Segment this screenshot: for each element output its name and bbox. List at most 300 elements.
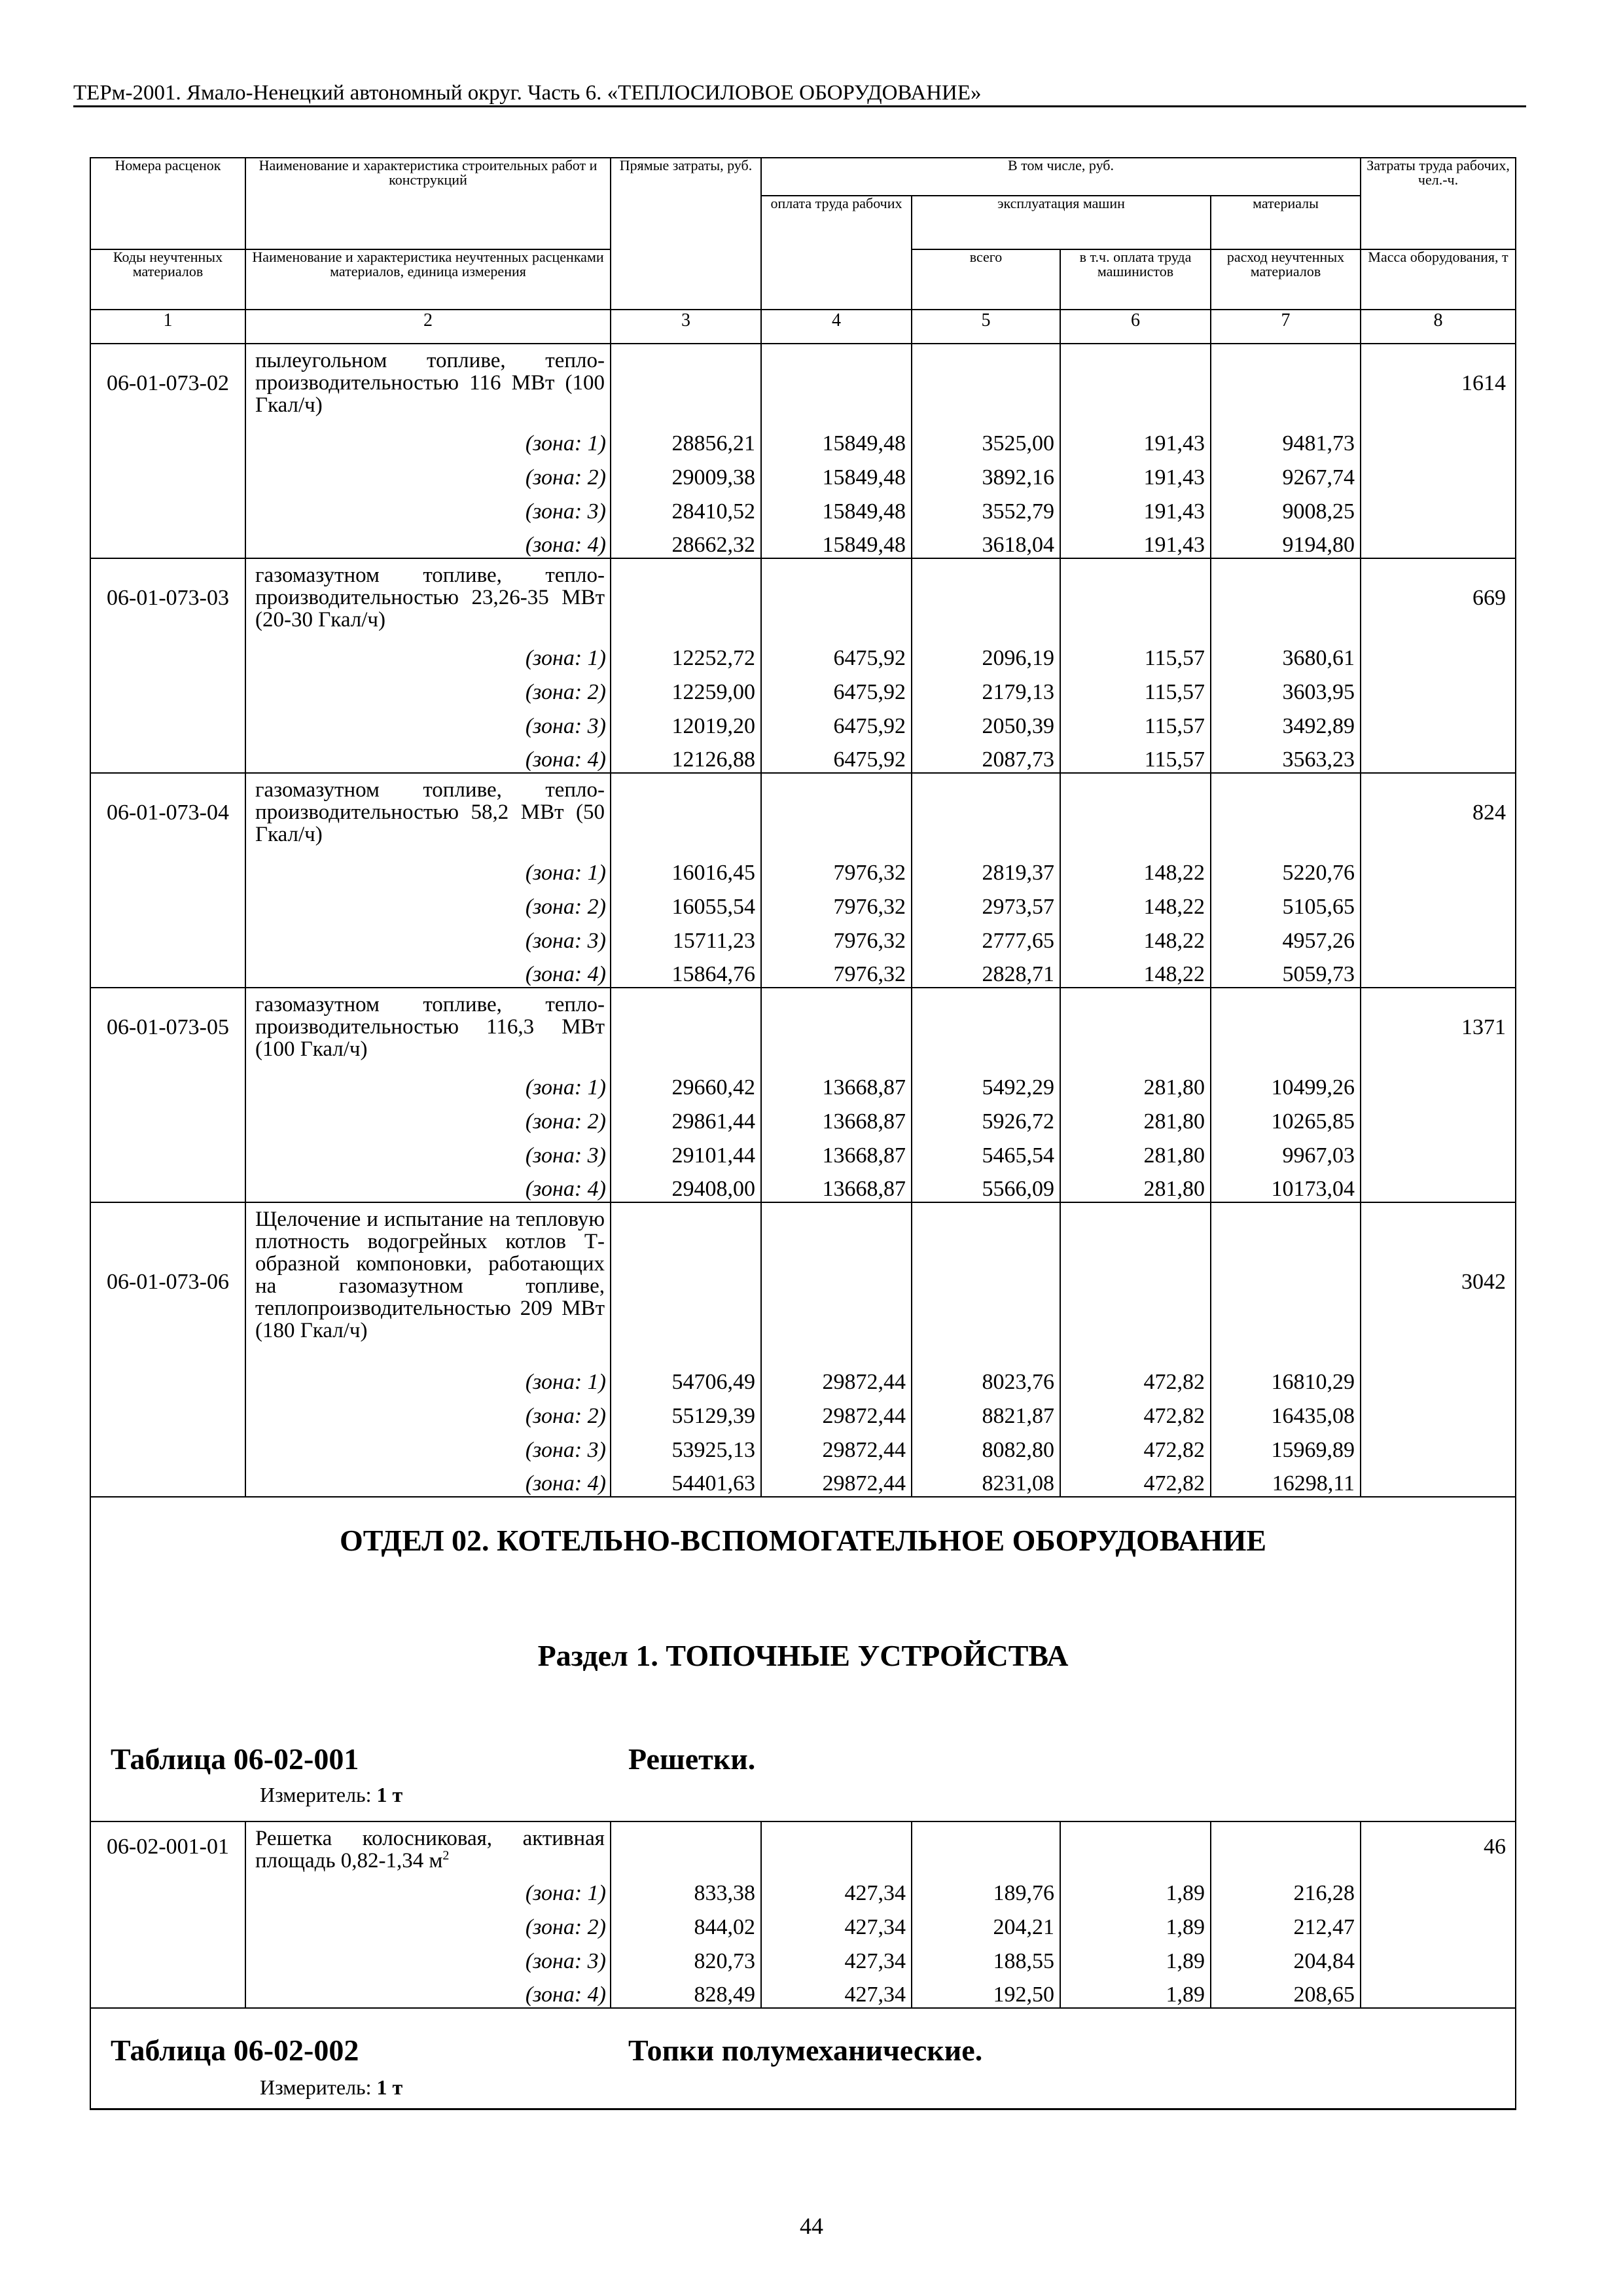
empty-cell (90, 1100, 245, 1134)
empty-cell (1361, 886, 1516, 920)
direct-cost: 12252,72 (611, 637, 761, 671)
wages-cost: 29872,44 (761, 1395, 912, 1429)
machinist-wages: 191,43 (1060, 456, 1211, 490)
machinist-wages: 1,89 (1060, 1872, 1211, 1906)
direct-cost: 29009,38 (611, 456, 761, 490)
rate-code: 06-01-073-02 (90, 344, 245, 422)
materials-cost: 9481,73 (1211, 422, 1361, 456)
machines-cost: 5926,72 (912, 1100, 1060, 1134)
zone-label: (зона: 2) (245, 456, 611, 490)
zone-row (90, 1463, 1516, 1497)
col-index: 3 (611, 310, 761, 344)
zone-label: (зона: 4) (245, 1974, 611, 2008)
empty-cell (1060, 988, 1211, 1066)
empty-cell (90, 1872, 245, 1906)
empty-cell (90, 456, 245, 490)
empty-cell (90, 1168, 245, 1202)
subsection-title: Раздел 1. ТОПОЧНЫЕ УСТРОЙСТВА (537, 1639, 1069, 1672)
zone-row (90, 1906, 1516, 1940)
materials-cost: 5059,73 (1211, 954, 1361, 988)
unit-line (260, 2074, 402, 2100)
wages-cost: 427,34 (761, 1940, 912, 1974)
rate-description: Щелочение и испытание на тепловую плотность водогрейных котлов Т-образной компоновки, работающих на газомазутном топливе, теплопроизводительностью 209 МВт (180 Гкал/ч) (245, 1202, 611, 1361)
empty-cell (90, 705, 245, 739)
col-index: 1 (90, 310, 245, 344)
wages-cost: 6475,92 (761, 637, 912, 671)
next-table-block (90, 2008, 1516, 2109)
empty-cell (912, 1821, 1060, 1872)
direct-cost: 28410,52 (611, 490, 761, 524)
unit-label: Измеритель: (260, 2075, 372, 2099)
wages-cost: 29872,44 (761, 1361, 912, 1395)
direct-cost: 12019,20 (611, 705, 761, 739)
empty-cell (90, 1066, 245, 1100)
item-row (90, 1821, 1516, 1872)
zone-row (90, 1066, 1516, 1100)
zone-label: (зона: 4) (245, 1168, 611, 1202)
materials-cost: 3563,23 (1211, 739, 1361, 773)
table-description: Топки полумеханические. (628, 2034, 983, 2067)
machinist-wages: 191,43 (1060, 490, 1211, 524)
machines-cost: 2179,13 (912, 671, 1060, 705)
machinist-wages: 115,57 (1060, 637, 1211, 671)
zone-row (90, 1168, 1516, 1202)
empty-cell (912, 988, 1060, 1066)
empty-cell (1361, 852, 1516, 886)
zone-row (90, 524, 1516, 558)
empty-cell (1361, 739, 1516, 773)
zone-row (90, 1395, 1516, 1429)
empty-cell (1361, 1429, 1516, 1463)
wages-cost: 13668,87 (761, 1066, 912, 1100)
direct-cost: 12259,00 (611, 671, 761, 705)
zone-label: (зона: 2) (245, 1100, 611, 1134)
machinist-wages: 115,57 (1060, 705, 1211, 739)
col-index: 8 (1361, 310, 1516, 344)
materials-cost: 9267,74 (1211, 456, 1361, 490)
machinist-wages: 191,43 (1060, 524, 1211, 558)
wages-cost: 7976,32 (761, 886, 912, 920)
wages-cost: 427,34 (761, 1872, 912, 1906)
empty-cell (1060, 1202, 1211, 1361)
zone-row (90, 671, 1516, 705)
machines-cost: 2819,37 (912, 852, 1060, 886)
zone-row (90, 1361, 1516, 1395)
th-materials: материалы (1211, 196, 1361, 249)
empty-cell (1361, 490, 1516, 524)
empty-cell (761, 1821, 912, 1872)
empty-cell (1361, 1066, 1516, 1100)
direct-cost: 29408,00 (611, 1168, 761, 1202)
zone-row (90, 1429, 1516, 1463)
empty-cell (90, 1361, 245, 1395)
empty-cell (1211, 558, 1361, 637)
machinist-wages: 1,89 (1060, 1974, 1211, 2008)
zone-label: (зона: 4) (245, 524, 611, 558)
zone-row (90, 852, 1516, 886)
section-block (90, 1497, 1516, 1821)
empty-cell (90, 1940, 245, 1974)
item-row (90, 558, 1516, 637)
empty-cell (90, 1974, 245, 2008)
wages-cost: 13668,87 (761, 1100, 912, 1134)
labor-value: 3042 (1361, 1202, 1516, 1361)
table-description: Решетки. (628, 1742, 756, 1776)
labor-value: 1371 (1361, 988, 1516, 1066)
empty-cell (611, 344, 761, 422)
zone-label: (зона: 2) (245, 1395, 611, 1429)
materials-cost: 16810,29 (1211, 1361, 1361, 1395)
machines-cost: 3525,00 (912, 422, 1060, 456)
empty-cell (1361, 524, 1516, 558)
running-header: ТЕРм-2001. Ямало-Ненецкий автономный округ. Часть 6. «ТЕПЛОСИЛОВОЕ ОБОРУДОВАНИЕ» (73, 81, 982, 105)
wages-cost: 7976,32 (761, 920, 912, 954)
empty-cell (912, 773, 1060, 852)
empty-cell (761, 773, 912, 852)
col-index: 4 (761, 310, 912, 344)
zone-label: (зона: 1) (245, 637, 611, 671)
materials-cost: 3492,89 (1211, 705, 1361, 739)
wages-cost: 15849,48 (761, 524, 912, 558)
rate-description (245, 1821, 611, 1872)
materials-cost: 208,65 (1211, 1974, 1361, 2008)
materials-cost: 5220,76 (1211, 852, 1361, 886)
zone-label: (зона: 2) (245, 671, 611, 705)
labor-value: 669 (1361, 558, 1516, 637)
empty-cell (611, 558, 761, 637)
direct-cost: 15864,76 (611, 954, 761, 988)
zone-row (90, 954, 1516, 988)
labor-value: 824 (1361, 773, 1516, 852)
empty-cell (90, 1906, 245, 1940)
empty-cell (1361, 1395, 1516, 1429)
machinist-wages: 191,43 (1060, 422, 1211, 456)
empty-cell (1361, 1974, 1516, 2008)
machines-cost: 188,55 (912, 1940, 1060, 1974)
materials-cost: 4957,26 (1211, 920, 1361, 954)
empty-cell (1211, 344, 1361, 422)
empty-cell (1211, 1821, 1361, 1872)
rate-code: 06-01-073-06 (90, 1202, 245, 1361)
empty-cell (90, 1429, 245, 1463)
empty-cell (90, 954, 245, 988)
empty-cell (90, 637, 245, 671)
empty-cell (90, 1463, 245, 1497)
empty-cell (90, 920, 245, 954)
zone-label: (зона: 3) (245, 1134, 611, 1168)
direct-cost: 29660,42 (611, 1066, 761, 1100)
empty-cell (1361, 1100, 1516, 1134)
zone-row (90, 422, 1516, 456)
zone-label: (зона: 4) (245, 954, 611, 988)
materials-cost: 5105,65 (1211, 886, 1361, 920)
empty-cell (1211, 1202, 1361, 1361)
machinist-wages: 472,82 (1060, 1361, 1211, 1395)
table-name: Таблица 06-02-001 (111, 1742, 359, 1776)
col-index: 2 (245, 310, 611, 344)
zone-row (90, 456, 1516, 490)
page-number: 44 (800, 2213, 823, 2239)
th-rate-numbers: Номера расценок (90, 158, 245, 249)
empty-cell (90, 852, 245, 886)
machines-cost: 5465,54 (912, 1134, 1060, 1168)
empty-cell (90, 422, 245, 456)
wages-cost: 15849,48 (761, 422, 912, 456)
machines-cost: 8821,87 (912, 1395, 1060, 1429)
machines-cost: 8023,76 (912, 1361, 1060, 1395)
wages-cost: 13668,87 (761, 1168, 912, 1202)
materials-cost: 15969,89 (1211, 1429, 1361, 1463)
wages-cost: 29872,44 (761, 1463, 912, 1497)
materials-cost: 10265,85 (1211, 1100, 1361, 1134)
empty-cell (1361, 1361, 1516, 1395)
zone-label: (зона: 1) (245, 1066, 611, 1100)
empty-cell (1361, 1906, 1516, 1940)
zone-label: (зона: 3) (245, 920, 611, 954)
th-direct-costs: Прямые затраты, руб. (611, 158, 761, 310)
rate-description: пылеугольном топливе, тепло-производительностью 116 МВт (100 Гкал/ч) (245, 344, 611, 422)
th-material-names: Наименование и характеристика неучтенных расценками материалов, единица измерения (245, 249, 611, 310)
empty-cell (1361, 1872, 1516, 1906)
materials-cost: 3603,95 (1211, 671, 1361, 705)
materials-cost: 10499,26 (1211, 1066, 1361, 1100)
machines-cost: 3552,79 (912, 490, 1060, 524)
zone-label: (зона: 1) (245, 1361, 611, 1395)
th-material-codes: Коды неучтенных материалов (90, 249, 245, 310)
zone-row (90, 1940, 1516, 1974)
materials-cost: 16435,08 (1211, 1395, 1361, 1429)
empty-cell (761, 344, 912, 422)
zone-row (90, 920, 1516, 954)
empty-cell (90, 1395, 245, 1429)
wages-cost: 6475,92 (761, 705, 912, 739)
empty-cell (611, 1202, 761, 1361)
empty-cell (90, 1134, 245, 1168)
superscript: 2 (442, 1848, 450, 1863)
item-row (90, 344, 1516, 422)
wages-cost: 13668,87 (761, 1134, 912, 1168)
materials-cost: 9194,80 (1211, 524, 1361, 558)
rate-code: 06-01-073-05 (90, 988, 245, 1066)
zone-row (90, 886, 1516, 920)
labor-value: 46 (1361, 1821, 1516, 1872)
machines-cost: 8082,80 (912, 1429, 1060, 1463)
machines-cost: 5566,09 (912, 1168, 1060, 1202)
empty-cell (761, 558, 912, 637)
col-index: 7 (1211, 310, 1361, 344)
machinist-wages: 472,82 (1060, 1463, 1211, 1497)
empty-cell (912, 344, 1060, 422)
item-row (90, 1202, 1516, 1361)
th-wages: оплата труда рабочих (761, 196, 912, 310)
direct-cost: 28662,32 (611, 524, 761, 558)
empty-cell (1060, 344, 1211, 422)
wages-cost: 29872,44 (761, 1429, 912, 1463)
zone-label: (зона: 4) (245, 1463, 611, 1497)
machines-cost: 2096,19 (912, 637, 1060, 671)
empty-cell (90, 490, 245, 524)
wages-cost: 7976,32 (761, 954, 912, 988)
empty-cell (1361, 920, 1516, 954)
machinist-wages: 281,80 (1060, 1134, 1211, 1168)
rate-description: газомазутном топливе, тепло-производительностью 116,3 МВт (100 Гкал/ч) (245, 988, 611, 1066)
unit-line (260, 1782, 402, 1808)
machinist-wages: 115,57 (1060, 671, 1211, 705)
empty-cell (1361, 1940, 1516, 1974)
machinist-wages: 281,80 (1060, 1066, 1211, 1100)
th-labor: Затраты труда рабочих, чел.-ч. (1361, 158, 1516, 249)
item-row (90, 773, 1516, 852)
materials-cost: 9967,03 (1211, 1134, 1361, 1168)
empty-cell (761, 988, 912, 1066)
direct-cost: 53925,13 (611, 1429, 761, 1463)
direct-cost: 833,38 (611, 1872, 761, 1906)
machines-cost: 2777,65 (912, 920, 1060, 954)
zone-row (90, 637, 1516, 671)
wages-cost: 427,34 (761, 1974, 912, 2008)
direct-cost: 15711,23 (611, 920, 761, 954)
zone-label: (зона: 2) (245, 886, 611, 920)
zone-label: (зона: 2) (245, 1906, 611, 1940)
machines-cost: 8231,08 (912, 1463, 1060, 1497)
empty-cell (90, 886, 245, 920)
rate-description: газомазутном топливе, тепло-производительностью 23,26-35 МВт (20-30 Гкал/ч) (245, 558, 611, 637)
unit-value: 1 т (376, 2075, 403, 2099)
wages-cost: 6475,92 (761, 671, 912, 705)
zone-row (90, 1974, 1516, 2008)
machines-cost: 2828,71 (912, 954, 1060, 988)
machines-cost: 2050,39 (912, 705, 1060, 739)
empty-cell (611, 773, 761, 852)
rates-table (90, 157, 1516, 2110)
zone-label: (зона: 3) (245, 1940, 611, 1974)
zone-row (90, 1134, 1516, 1168)
wages-cost: 15849,48 (761, 456, 912, 490)
machines-cost: 192,50 (912, 1974, 1060, 2008)
materials-cost: 9008,25 (1211, 490, 1361, 524)
direct-cost: 828,49 (611, 1974, 761, 2008)
empty-cell (1361, 456, 1516, 490)
table-name: Таблица 06-02-002 (111, 2034, 359, 2067)
empty-cell (912, 1202, 1060, 1361)
th-machines: эксплуатация машин (912, 196, 1211, 249)
zone-label: (зона: 3) (245, 490, 611, 524)
machinist-wages: 148,22 (1060, 954, 1211, 988)
empty-cell (1361, 1463, 1516, 1497)
empty-cell (90, 524, 245, 558)
machines-cost: 2087,73 (912, 739, 1060, 773)
th-mach-total: всего (912, 249, 1060, 310)
empty-cell (1361, 422, 1516, 456)
machines-cost: 204,21 (912, 1906, 1060, 1940)
empty-cell (611, 1821, 761, 1872)
machines-cost: 189,76 (912, 1872, 1060, 1906)
wages-cost: 6475,92 (761, 739, 912, 773)
direct-cost: 16055,54 (611, 886, 761, 920)
direct-cost: 844,02 (611, 1906, 761, 1940)
machines-cost: 3618,04 (912, 524, 1060, 558)
th-work-name: Наименование и характеристика строительных работ и конструкций (245, 158, 611, 249)
th-mass: Масса оборудования, т (1361, 249, 1516, 310)
zone-row (90, 490, 1516, 524)
materials-cost: 204,84 (1211, 1940, 1361, 1974)
materials-cost: 3680,61 (1211, 637, 1361, 671)
zone-row (90, 739, 1516, 773)
machinist-wages: 281,80 (1060, 1100, 1211, 1134)
empty-cell (1211, 773, 1361, 852)
empty-cell (1060, 558, 1211, 637)
zone-label: (зона: 3) (245, 705, 611, 739)
rate-description: газомазутном топливе, тепло-производительностью 58,2 МВт (50 Гкал/ч) (245, 773, 611, 852)
direct-cost: 28856,21 (611, 422, 761, 456)
machines-cost: 2973,57 (912, 886, 1060, 920)
direct-cost: 54401,63 (611, 1463, 761, 1497)
rate-code: 06-02-001-01 (90, 1821, 245, 1872)
th-mach-wages: в т.ч. оплата труда машинистов (1060, 249, 1211, 310)
materials-cost: 10173,04 (1211, 1168, 1361, 1202)
machinist-wages: 1,89 (1060, 1906, 1211, 1940)
th-including: В том числе, руб. (761, 158, 1361, 196)
zone-row (90, 1872, 1516, 1906)
empty-cell (90, 739, 245, 773)
machinist-wages: 115,57 (1060, 739, 1211, 773)
zone-row (90, 1100, 1516, 1134)
col-index: 5 (912, 310, 1060, 344)
labor-value: 1614 (1361, 344, 1516, 422)
machines-cost: 5492,29 (912, 1066, 1060, 1100)
empty-cell (1361, 637, 1516, 671)
empty-cell (1361, 1134, 1516, 1168)
zone-row (90, 705, 1516, 739)
machinist-wages: 148,22 (1060, 852, 1211, 886)
rate-code: 06-01-073-04 (90, 773, 245, 852)
direct-cost: 820,73 (611, 1940, 761, 1974)
machinist-wages: 148,22 (1060, 920, 1211, 954)
materials-cost: 216,28 (1211, 1872, 1361, 1906)
empty-cell (90, 671, 245, 705)
zone-label: (зона: 1) (245, 1872, 611, 1906)
materials-cost: 212,47 (1211, 1906, 1361, 1940)
rate-description-text: Решетка колосниковая, активная площадь 0,82-1,34 м (255, 1827, 605, 1873)
zone-label: (зона: 1) (245, 852, 611, 886)
wages-cost: 427,34 (761, 1906, 912, 1940)
machines-cost: 3892,16 (912, 456, 1060, 490)
section-title: ОТДЕЛ 02. КОТЕЛЬНО-ВСПОМОГАТЕЛЬНОЕ ОБОРУДОВАНИЕ (339, 1524, 1267, 1557)
unit-label: Измеритель: (260, 1783, 372, 1806)
zone-label: (зона: 1) (245, 422, 611, 456)
empty-cell (611, 988, 761, 1066)
machinist-wages: 148,22 (1060, 886, 1211, 920)
empty-cell (1361, 705, 1516, 739)
empty-cell (761, 1202, 912, 1361)
rate-code: 06-01-073-03 (90, 558, 245, 637)
empty-cell (1060, 773, 1211, 852)
empty-cell (1361, 954, 1516, 988)
empty-cell (1361, 1168, 1516, 1202)
direct-cost: 12126,88 (611, 739, 761, 773)
machinist-wages: 472,82 (1060, 1429, 1211, 1463)
direct-cost: 29861,44 (611, 1100, 761, 1134)
empty-cell (1211, 988, 1361, 1066)
machinist-wages: 281,80 (1060, 1168, 1211, 1202)
empty-cell (912, 558, 1060, 637)
unit-value: 1 т (376, 1783, 403, 1806)
col-index: 6 (1060, 310, 1211, 344)
zone-label: (зона: 4) (245, 739, 611, 773)
machinist-wages: 472,82 (1060, 1395, 1211, 1429)
th-material-use: расход неучтенных материалов (1211, 249, 1361, 310)
machinist-wages: 1,89 (1060, 1940, 1211, 1974)
